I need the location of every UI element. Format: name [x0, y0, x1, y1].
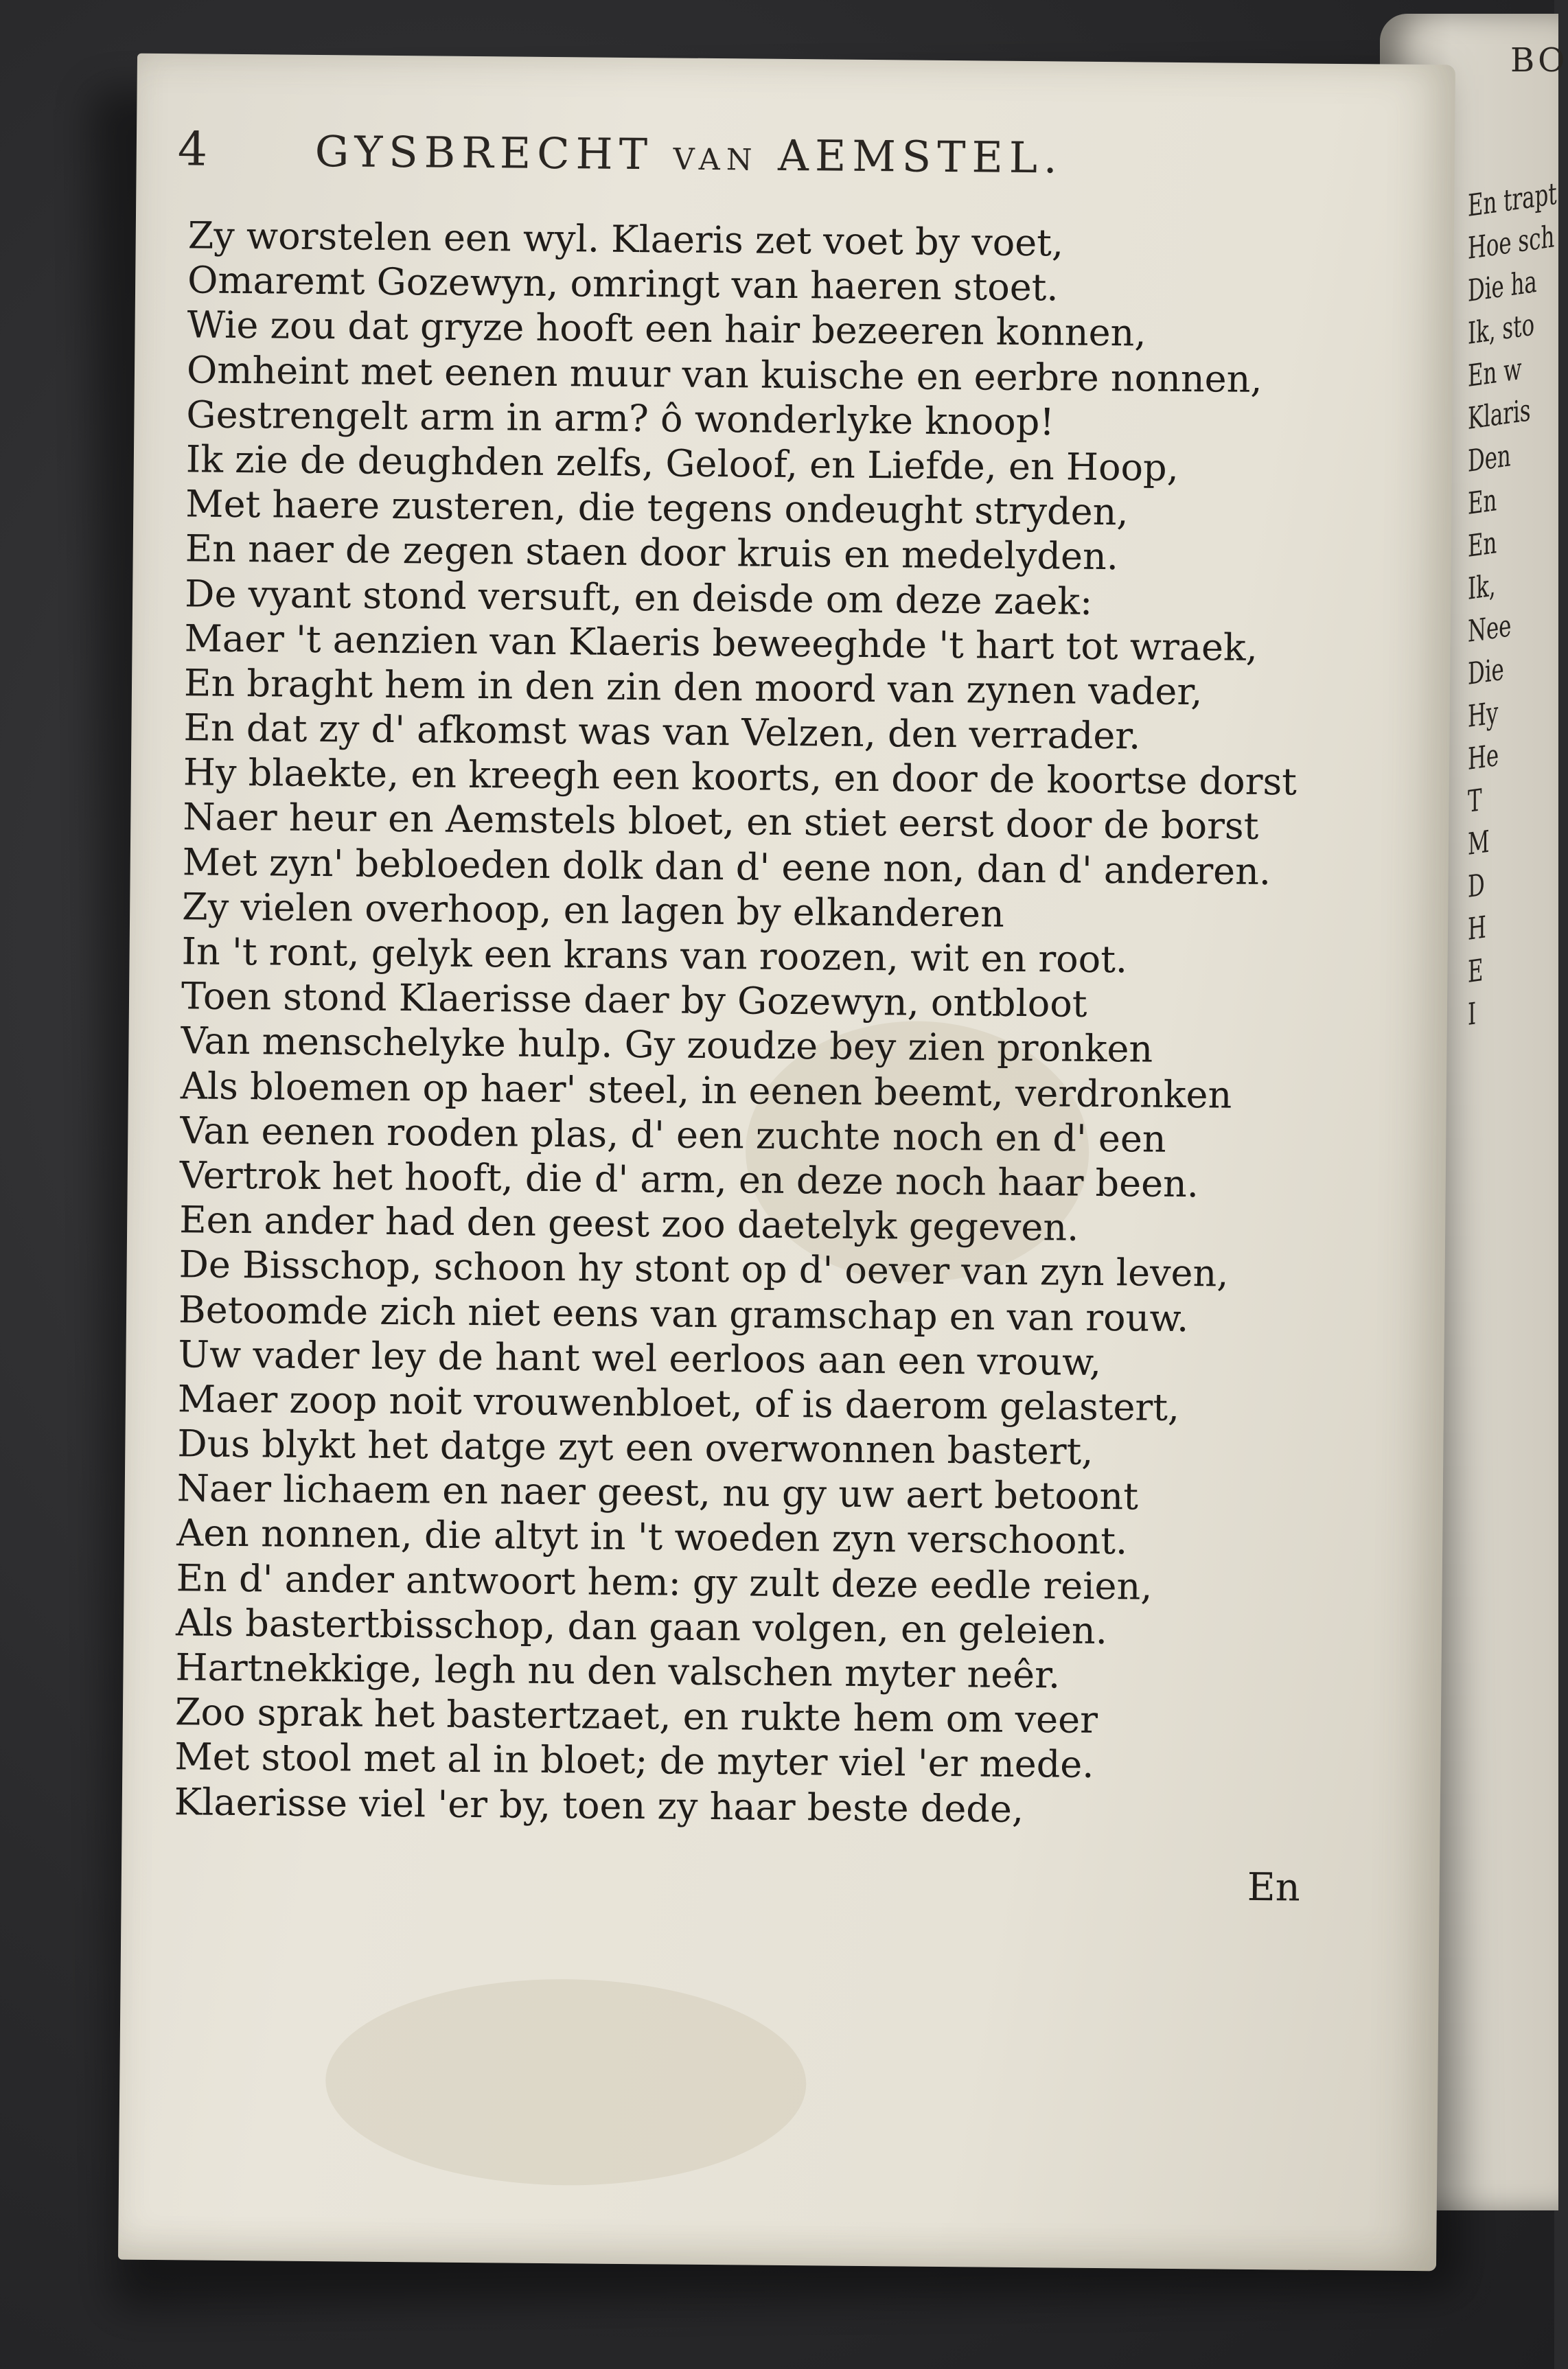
verse-line: Naer lichaem en naer geest, nu gy uw aert betoont [176, 1466, 1139, 1518]
verse-line: Betoomde zich niet eens van gramschap en van rouw. [178, 1287, 1189, 1340]
verse-line: Naer heur en Aemstels bloet, en stiet eerst door de borst [183, 795, 1259, 848]
facing-line-fragment: T [1468, 783, 1482, 820]
verse-line: Maer 't aenzien van Klaeris beweeghde 't hart tot wraek, [184, 616, 1258, 669]
facing-line-fragment: Die [1468, 651, 1504, 692]
facing-line-fragment: D [1468, 867, 1485, 905]
verse-line: Als bastertbisschop, dan gaan volgen, en geleien. [175, 1601, 1108, 1652]
facing-page-header: BO [1510, 41, 1568, 80]
page-number: 4 [177, 122, 208, 177]
facing-line-fragment: Ik, sto [1468, 307, 1535, 351]
verse-line: De Bisschop, schoon hy stont op d' oever van zyn leven, [178, 1243, 1229, 1295]
facing-line-fragment: E [1468, 952, 1484, 990]
verse-line: Als bloemen op haer' steel, in eenen beemt, verdronken [180, 1063, 1232, 1117]
facing-line-fragment: Die ha [1468, 264, 1537, 309]
verse-line: Ik zie de deughden zelfs, Geloof, en Liefde, en Hoop, [185, 437, 1179, 489]
page-header [177, 122, 1345, 215]
running-title: GYSBRECHT van AEMSTEL. [314, 126, 1064, 183]
facing-line-fragment: En [1468, 525, 1497, 564]
verse-line: Met stool met al in bloet; de myter viel 'er mede. [174, 1735, 1094, 1787]
verse-line: Wie zou dat gryze hooft een hair bezeeren konnen, [187, 303, 1146, 355]
paper-stain [325, 1977, 807, 2187]
verse-text [174, 213, 1355, 1834]
facing-line-fragment: Den [1468, 438, 1511, 479]
verse-line: Aen nonnen, die altyt in 't woeden zyn verschoont. [176, 1511, 1128, 1563]
facing-line-fragment: En [1468, 483, 1497, 522]
verse-line: Omaremt Gozewyn, omringt van haeren stoet. [187, 258, 1059, 310]
verse-line: Gestrengelt arm in arm? ô wonderlyke knoop! [186, 393, 1055, 444]
book-page [118, 54, 1455, 2272]
facing-page-text [1468, 172, 1564, 1037]
verse-line: En naer de zegen staen door kruis en medelyden. [185, 527, 1119, 579]
verse-line: En dat zy d' afkomst was van Velzen, den verrader. [183, 706, 1141, 758]
verse-line: Klaerisse viel 'er by, toen zy haar beste dede, [174, 1779, 1024, 1831]
verse-line: Een ander had den geest zoo daetelyk gegeven. [178, 1198, 1079, 1249]
facing-line-fragment: En trapt [1468, 176, 1557, 224]
facing-line-fragment: Hy [1468, 695, 1499, 735]
verse-line: Hartnekkige, legh nu den valschen myter neêr. [175, 1645, 1061, 1697]
verse-line: Toen stond Klaerisse daer by Gozewyn, ontbloot [181, 974, 1087, 1026]
verse-line: In 't ront, gelyk een krans van roozen, wit en root. [181, 929, 1128, 982]
facing-line-fragment: Klaris [1468, 393, 1531, 437]
verse-line: Uw vader ley de hant wel eerloos aan een vrouw, [178, 1332, 1102, 1384]
verse-line: Omheint met eenen muur van kuische en eerbre nonnen, [186, 347, 1263, 401]
verse-line: Maer zoop noit vrouwenbloet, of is daerom gelastert, [177, 1377, 1180, 1429]
verse-line: Zoo sprak het bastertzaet, en rukte hem om veer [174, 1690, 1098, 1742]
facing-line-fragment: Hoe sch [1468, 219, 1555, 266]
verse-line: Vertrok het hooft, die d' arm, en deze noch haar been. [179, 1153, 1199, 1206]
facing-line-fragment: He [1468, 737, 1499, 777]
verse-line: Zy worstelen een wyl. Klaeris zet voet by voet, [187, 213, 1064, 265]
verse-line: Dus blykt het datge zyt een overwonnen bastert, [177, 1422, 1094, 1473]
verse-line: Van menschelyke hulp. Gy zoudze bey zien pronken [181, 1019, 1153, 1072]
verse-line: Met zyn' bebloeden dolk dan d' eene non, dan d' anderen. [182, 840, 1271, 893]
verse-line: Hy blaekte, en kreegh een koorts, en door de koortse dorst [183, 750, 1298, 804]
facing-line-fragment: Nee [1468, 608, 1512, 649]
verse-line: De vyant stond versuft, en deisde om deze zaek: [184, 571, 1093, 623]
facing-line-fragment: I [1468, 996, 1477, 1032]
verse-line: En braght hem in den zin den moord van zynen vader, [183, 661, 1203, 714]
verse-line: Van eenen rooden plas, d' een zuchte noch en d' een [180, 1109, 1166, 1161]
catchword: En [1247, 1864, 1301, 1910]
facing-line-fragment: Ik, [1468, 568, 1496, 607]
verse-line: Zy vielen overhoop, en lagen by elkanderen [181, 885, 1005, 936]
facing-line-fragment: En w [1468, 351, 1522, 394]
verse-line: Met haere zusteren, die tegens ondeught stryden, [185, 482, 1129, 534]
facing-line-fragment: H [1468, 910, 1486, 947]
facing-line-fragment: M [1468, 824, 1490, 862]
verse-line: En d' ander antwoort hem: gy zult deze eedle reien, [176, 1556, 1153, 1608]
